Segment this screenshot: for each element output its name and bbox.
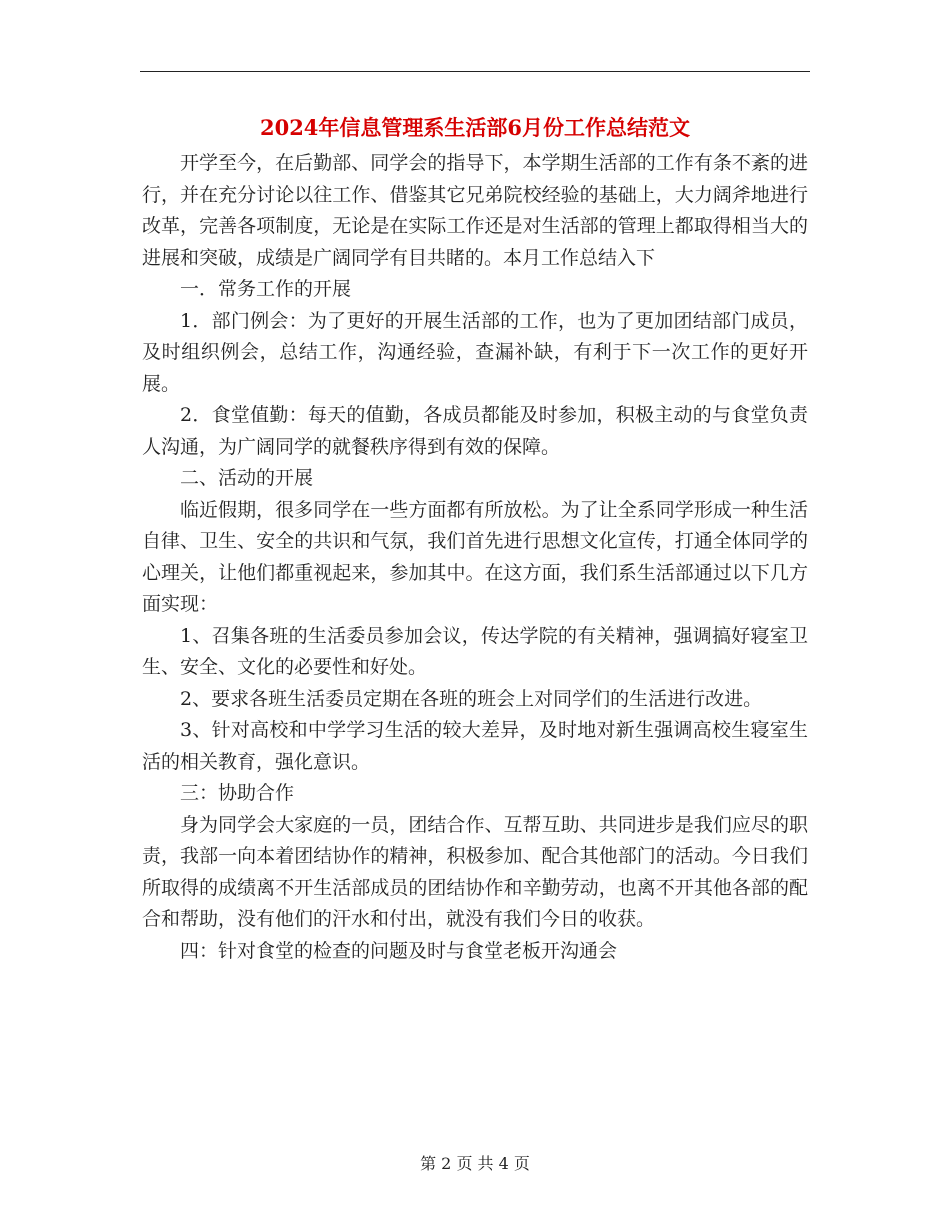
paragraph: 临近假期，很多同学在一些方面都有所放松。为了让全系同学形成一种生活自律、卫生、安全的共识和气氛，我们首先进行思想文化宣传，打通全体同学的心理关，让他们都重视起来，参加其中。在这方面，我们系生活部通过以下几方面实现： bbox=[142, 498, 808, 615]
paragraph: 1．部门例会：为了更好的开展生活部的工作，也为了更加团结部门成员，及时组织例会，总结工作，沟通经验，查漏补缺，有利于下一次工作的更好开展。 bbox=[142, 309, 808, 395]
paragraph: 3、针对高校和中学学习生活的较大差异，及时地对新生强调高校生寝室生活的相关教育，强化意识。 bbox=[142, 719, 808, 773]
section-heading: 一．常务工作的开展 bbox=[180, 278, 352, 300]
section-heading: 三：协助合作 bbox=[180, 782, 295, 804]
paragraph: 身为同学会大家庭的一员，团结合作、互帮互助、共同进步是我们应尽的职责，我部一向本着团结协作的精神，积极参加、配合其他部门的活动。今日我们所取得的成绩离不开生活部成员的团结协作和辛勤劳动，也离不开其他各部的配合和帮助，没有他们的汗水和付出，就没有我们今日的收获。 bbox=[142, 813, 808, 930]
paragraph: 1、召集各班的生活委员参加会议，传达学院的有关精神，强调搞好寝室卫生、安全、文化的必要性和好处。 bbox=[142, 624, 808, 678]
section-heading: 二、活动的开展 bbox=[180, 467, 314, 489]
paragraph: 2、要求各班生活委员定期在各班的班会上对同学们的生活进行改进。 bbox=[180, 687, 763, 710]
header-rule bbox=[140, 71, 810, 72]
page-number: 第 2 页 共 4 页 bbox=[420, 1154, 530, 1173]
document-title: 2024年信息管理系生活部6月份工作总结范文 bbox=[259, 115, 691, 140]
document-body bbox=[142, 148, 808, 967]
paragraph: 开学至今，在后勤部、同学会的指导下，本学期生活部的工作有条不紊的进行，并在充分讨论以往工作、借鉴其它兄弟院校经验的基础上，大力阔斧地进行改革，完善各项制度，无论是在实际工作还是对生活部的管理上都取得相当大的进展和突破，成绩是广阔同学有目共睹的。本月工作总结入下 bbox=[142, 152, 808, 269]
paragraph: 2．食堂值勤：每天的值勤，各成员都能及时参加，积极主动的与食堂负责人沟通，为广阔同学的就餐秩序得到有效的保障。 bbox=[142, 404, 808, 458]
section-heading: 四：针对食堂的检查的问题及时与食堂老板开沟通会 bbox=[180, 939, 618, 962]
